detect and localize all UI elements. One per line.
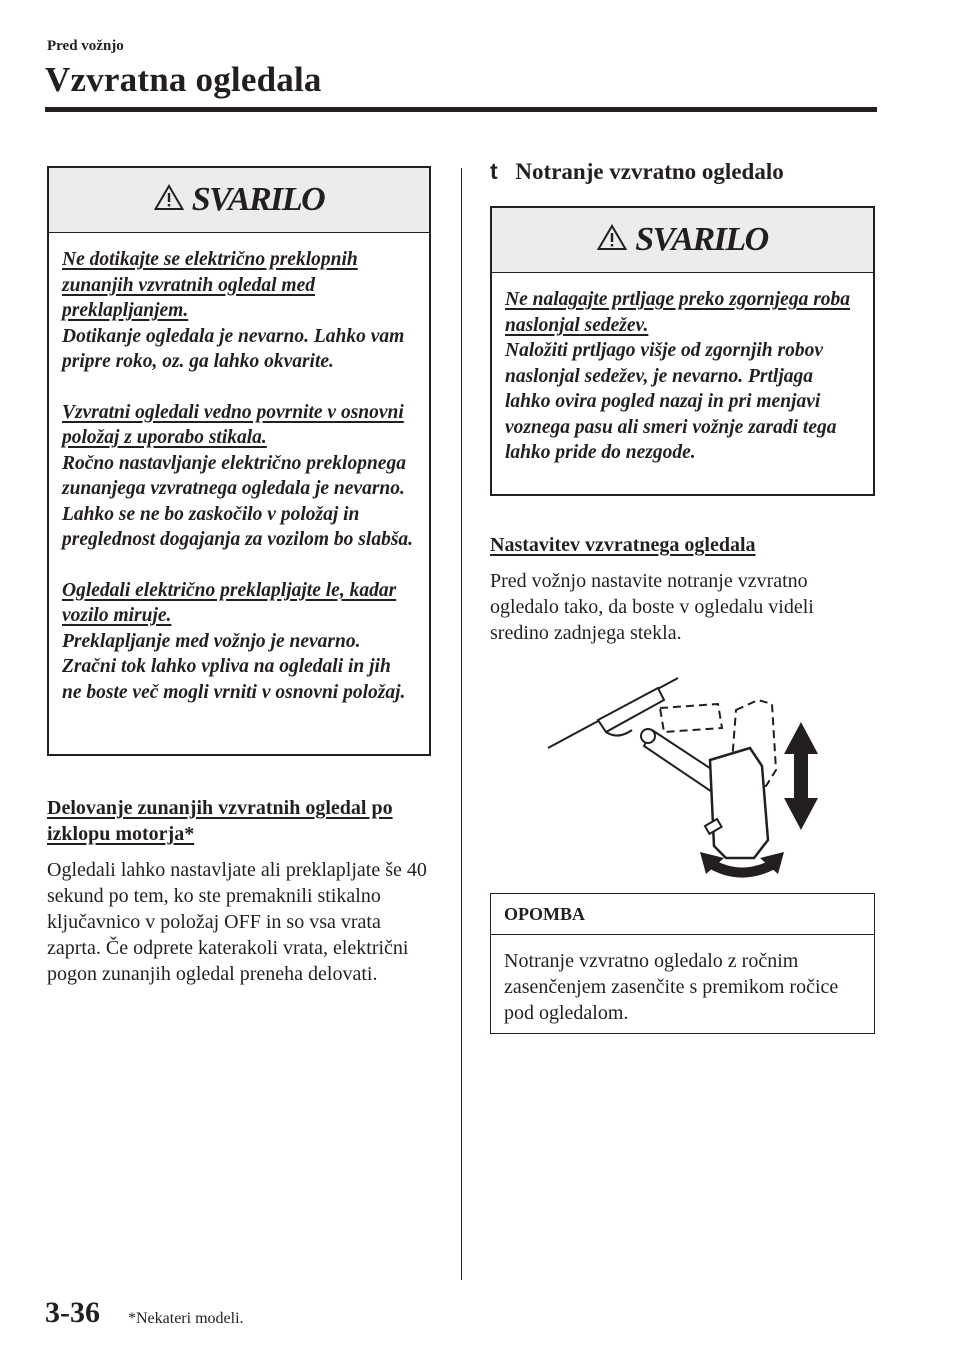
section-label: Pred vožnjo bbox=[47, 38, 124, 54]
warning-lead: Ogledali električno preklapljajte le, kadar vozilo miruje. bbox=[62, 579, 397, 626]
warning-lead: Ne nalagajte prtljage preko zgornjega roba naslonjal sedežev. bbox=[505, 289, 851, 336]
note-box bbox=[490, 893, 875, 1034]
warning-item bbox=[62, 578, 415, 706]
paragraph-exterior-mirrors: Ogledali lahko nastavljate ali preklapljate še 40 sekund po tem, ko ste premaknili stikalno ključavnico v položaj OFF in so vsa vrata zaprta. Če odprete katerakoli vrata, električni pogon zunanjih ogledal preneha delovati. bbox=[47, 859, 427, 985]
warning-lead: Vzvratni ogledali vedno povrnite v osnovni položaj z uporabo stikala. bbox=[62, 401, 404, 448]
warning-text: Naložiti prtljago višje od zgornjih robov naslonjal sedežev, je nevarno. Prtljaga lahko ovira pogled nazaj in pri menjavi voznega pasu ali smeri vožnje zaradi tega lahko pride do nezgode. bbox=[505, 340, 837, 463]
warning-text: Ročno nastavljanje električno preklopnega zunanjega vzvratnega ogledala je nevarno. Lahko se ne bo zaskočilo v položaj in preglednost dogajanja za vozilom bo slabša. bbox=[62, 452, 414, 550]
warning-lead: Ne dotikajte se električno preklopnih zunanjih vzvratnih ogledal med preklapljanjem. bbox=[62, 249, 358, 321]
section-heading bbox=[490, 158, 784, 185]
warning-header bbox=[492, 208, 873, 273]
warning-text: Preklapljanje med vožnjo je nevarno. Zračni tok lahko vpliva na ogledali in jih ne boste več mogli vrniti v osnovni položaj. bbox=[62, 630, 406, 703]
subheading-mirror-adjust: Nastavitev vzvratnega ogledala bbox=[490, 534, 756, 556]
warning-triangle-icon bbox=[597, 224, 627, 256]
rear-view-mirror-illustration bbox=[540, 670, 840, 885]
paragraph-mirror-adjust: Pred vožnjo nastavite notranje vzvratno ogledalo tako, da boste v ogledalu videli sredino zadnjega stekla. bbox=[490, 570, 814, 644]
warning-header bbox=[49, 168, 429, 233]
warning-box-left bbox=[47, 166, 431, 756]
warning-box-right bbox=[490, 206, 875, 496]
column-divider bbox=[461, 168, 462, 1280]
warning-item bbox=[62, 400, 415, 553]
warning-heading: SVARILO bbox=[635, 221, 768, 258]
page-title: Vzvratna ogledala bbox=[45, 60, 322, 99]
warning-item bbox=[505, 287, 859, 466]
footnote: *Nekateri modeli. bbox=[128, 1310, 244, 1327]
warning-body bbox=[492, 273, 873, 478]
warning-text: Dotikanje ogledala je nevarno. Lahko vam pripre roko, oz. ga lahko okvarite. bbox=[62, 325, 405, 372]
warning-triangle-icon bbox=[154, 184, 184, 216]
title-rule bbox=[45, 107, 877, 112]
warning-body bbox=[49, 233, 429, 717]
section-bullet: t bbox=[490, 158, 498, 184]
note-heading: OPOMBA bbox=[491, 894, 874, 935]
page-number: 3-36 bbox=[45, 1296, 100, 1329]
note-text: Notranje vzvratno ogledalo z ročnim zasenčenjem zasenčite s premikom ročice pod ogledalom. bbox=[504, 950, 839, 1024]
warning-item bbox=[62, 247, 415, 375]
section-heading-text: Notranje vzvratno ogledalo bbox=[515, 159, 784, 184]
subheading-exterior-mirrors: Delovanje zunanjih vzvratnih ogledal po izklopu motorja* bbox=[47, 797, 393, 845]
warning-heading: SVARILO bbox=[191, 181, 325, 218]
